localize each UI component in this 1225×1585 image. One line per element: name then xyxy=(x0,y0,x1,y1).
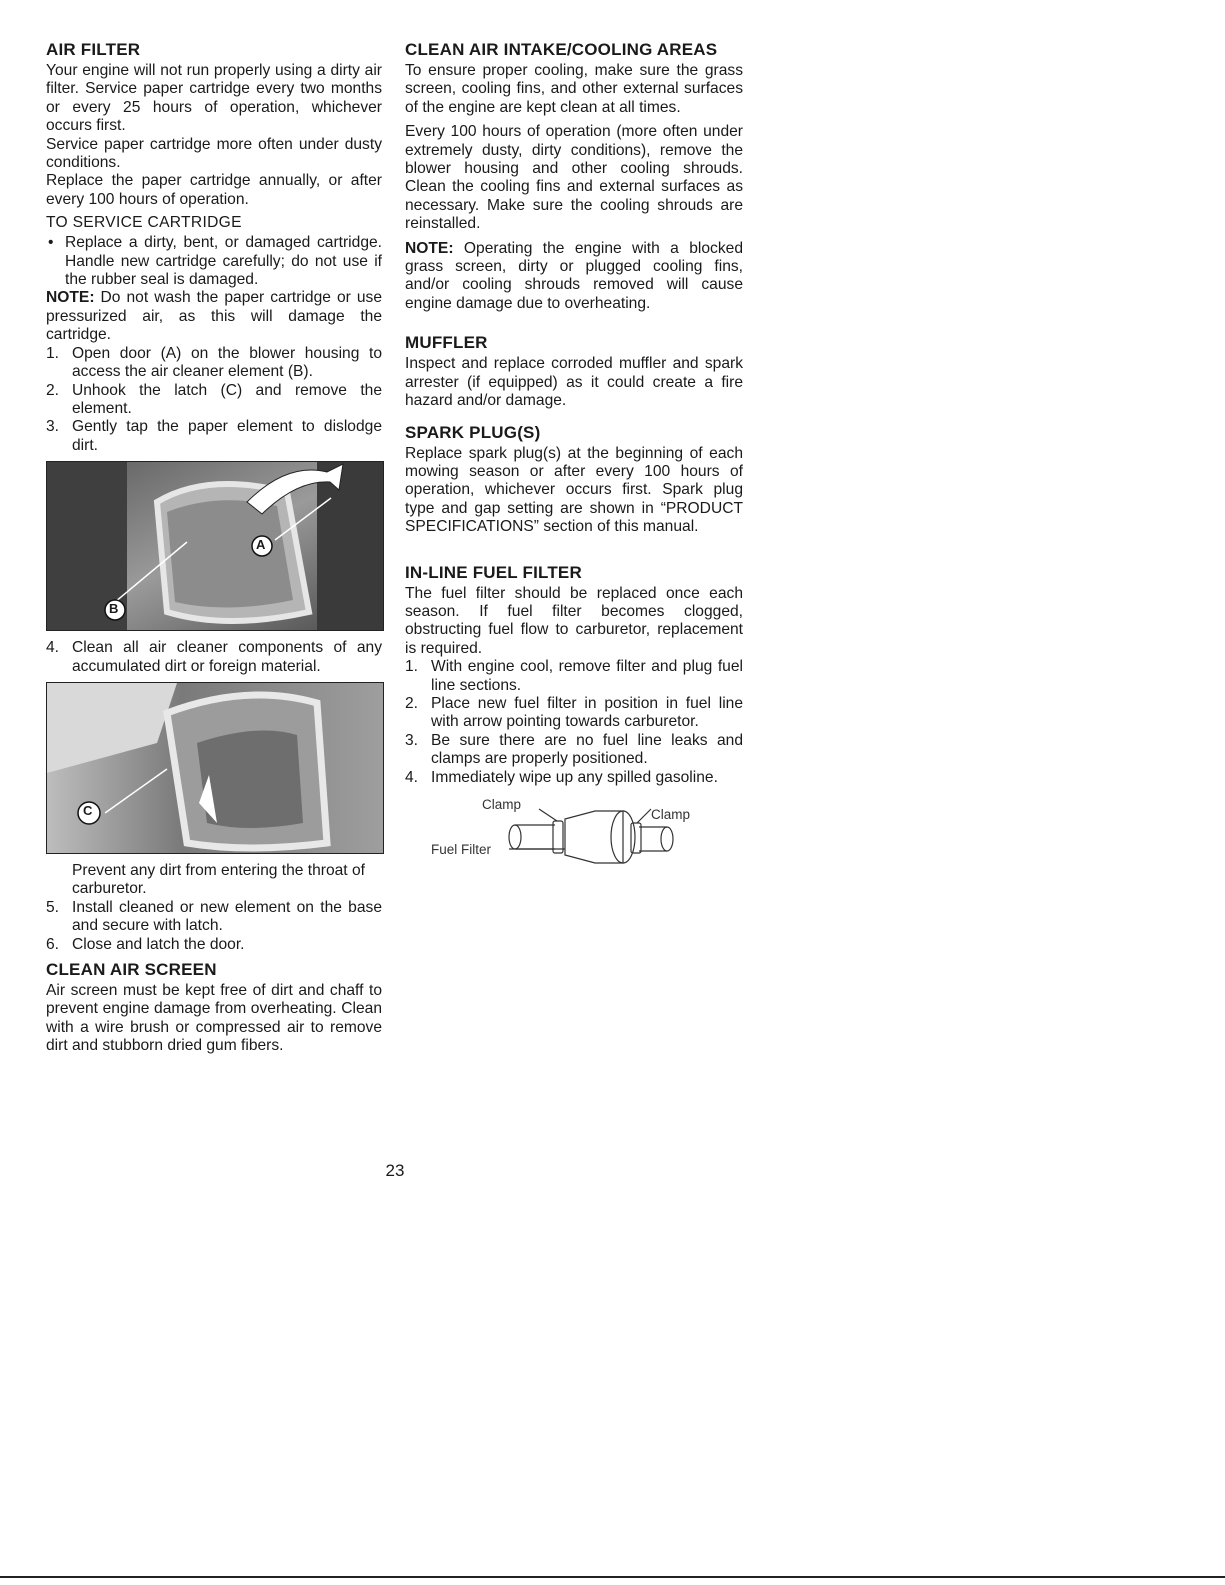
latch-photo xyxy=(46,682,384,854)
prevent-dirt-text: Prevent any dirt from entering the throat of carburetor. xyxy=(72,861,365,898)
fuel-filter-diagram xyxy=(405,797,743,887)
note-text: Do not wash the paper cartridge or use pressurized air, as this will damage the cartridge. xyxy=(46,289,382,344)
list-item xyxy=(405,769,743,787)
right-column xyxy=(405,40,743,887)
step-number: 5. xyxy=(46,898,60,916)
cartridge-bullet-text: Replace a dirty, bent, or damaged cartridge. Handle new cartridge carefully; do not use if the rubber seal is damaged. xyxy=(65,234,382,289)
callout-label-a: A xyxy=(256,537,266,553)
clean-air-screen-heading: CLEAN AIR SCREEN xyxy=(46,959,217,979)
step-text: Clean all air cleaner components of any accumulated dirt or foreign material. xyxy=(72,639,382,675)
intake-paragraph-1: To ensure proper cooling, make sure the grass screen, cooling fins, and other external surfaces of the engine are kept clean at all times. xyxy=(405,62,743,116)
list-item xyxy=(46,382,382,419)
air-filter-heading: AIR FILTER xyxy=(46,40,141,59)
clean-air-screen-paragraph: Air screen must be kept free of dirt and chaff to prevent engine damage from overheating. Clean with a wire brush or compressed air to remove dirt and stubborn dried gum fibers. xyxy=(46,981,382,1055)
step-text: With engine cool, remove filter and plug fuel line sections. xyxy=(431,658,743,694)
step-text: Unhook the latch (C) and remove the element. xyxy=(72,381,382,417)
air-filter-paragraph-1: Your engine will not run properly using a dirty air filter. Service paper cartridge every two months or every 25 hours of operation, whichever occurs first. xyxy=(46,62,382,135)
fuel-filter-steps xyxy=(405,658,743,787)
step-text: Place new fuel filter in position in fuel line with arrow pointing towards carburetor. xyxy=(431,694,743,731)
list-item xyxy=(405,732,743,769)
air-cleaner-door-photo xyxy=(46,461,384,631)
latch-illustration xyxy=(47,683,383,853)
callout-label-c: C xyxy=(83,802,93,818)
step-text: Open door (A) on the blower housing to access the air cleaner element (B). xyxy=(72,344,382,381)
step-text: Gently tap the paper element to dislodge dirt. xyxy=(72,418,382,454)
air-filter-steps-1-3 xyxy=(46,345,382,455)
list-item xyxy=(46,345,382,382)
intake-heading: CLEAN AIR INTAKE/COOLING AREAS xyxy=(405,40,718,59)
note-text: Operating the engine with a blocked grass screen, dirty or plugged cooling fins, and/or cooling shrouds removed will cause engine damage due to overheating. xyxy=(405,239,743,312)
list-item xyxy=(46,899,382,936)
fuel-filter-paragraph: The fuel filter should be replaced once each season. If fuel filter becomes clogged, obstructing fuel flow to carburetor, replacement is required. xyxy=(405,584,743,657)
list-item xyxy=(405,695,743,732)
muffler-paragraph: Inspect and replace corroded muffler and spark arrester (if equipped) as it could create a fire hazard and/or damage. xyxy=(405,355,743,410)
step-number: 4. xyxy=(46,639,60,657)
list-item xyxy=(405,658,743,695)
intake-paragraph-2: Every 100 hours of operation (more often under extremely dusty, dirty conditions), remove the blower housing and other cooling shrouds. Clean the cooling fins and external surfaces as necessary. Make sure the cooling shrouds are reinstalled. xyxy=(405,123,743,233)
list-item xyxy=(46,936,382,954)
fuel-filter-label: Fuel Filter xyxy=(431,842,492,857)
page-number: 23 xyxy=(385,1161,405,1180)
bottom-rule xyxy=(0,1576,1225,1578)
muffler-heading: MUFFLER xyxy=(405,333,488,353)
left-column xyxy=(46,40,382,1056)
step-number: 2. xyxy=(46,381,60,399)
air-filter-step-4 xyxy=(46,639,382,676)
air-filter-paragraph-2: Service paper cartridge more often under dusty conditions. xyxy=(46,135,382,172)
note-label: NOTE: xyxy=(405,239,454,257)
step-number: 4. xyxy=(405,768,419,786)
step-text: Install cleaned or new element on the base and secure with latch. xyxy=(72,898,382,935)
step-number: 6. xyxy=(46,935,60,953)
clamp-label-left: Clamp xyxy=(482,797,522,812)
cartridge-bullet xyxy=(46,234,382,289)
step-number: 1. xyxy=(405,658,419,676)
air-filter-note xyxy=(46,289,382,344)
air-filter-paragraph-3: Replace the paper cartridge annually, or after every 100 hours of operation. xyxy=(46,172,382,208)
list-item xyxy=(46,639,382,676)
step-number: 1. xyxy=(46,344,60,362)
spark-plug-paragraph: Replace spark plug(s) at the beginning of each mowing season or after every 100 hours of operation, whichever occurs first. Spark plug type and gap setting are shown in “PRODUCT SPECIFICATIONS” section of this manual. xyxy=(405,444,743,536)
step-number: 3. xyxy=(405,731,419,749)
step-text: Close and latch the door. xyxy=(72,935,245,953)
clamp-label-right: Clamp xyxy=(651,807,691,822)
fuel-filter-heading: IN-LINE FUEL FILTER xyxy=(405,562,582,582)
step-text: Immediately wipe up any spilled gasoline. xyxy=(431,768,718,786)
step-number: 2. xyxy=(405,694,419,712)
step-number: 3. xyxy=(46,418,60,436)
note-label: NOTE: xyxy=(46,289,95,307)
step-text: Be sure there are no fuel line leaks and clamps are properly positioned. xyxy=(431,731,743,768)
spark-plug-heading: SPARK PLUG(S) xyxy=(405,422,541,442)
list-item xyxy=(46,418,382,455)
callout-label-b: B xyxy=(109,601,119,617)
intake-note xyxy=(405,240,743,314)
bullet-mark: • xyxy=(48,234,54,252)
service-cartridge-subheading: TO SERVICE CARTRIDGE xyxy=(46,214,242,232)
air-cleaner-door-illustration xyxy=(47,462,383,630)
air-filter-steps-5-6 xyxy=(46,899,382,954)
